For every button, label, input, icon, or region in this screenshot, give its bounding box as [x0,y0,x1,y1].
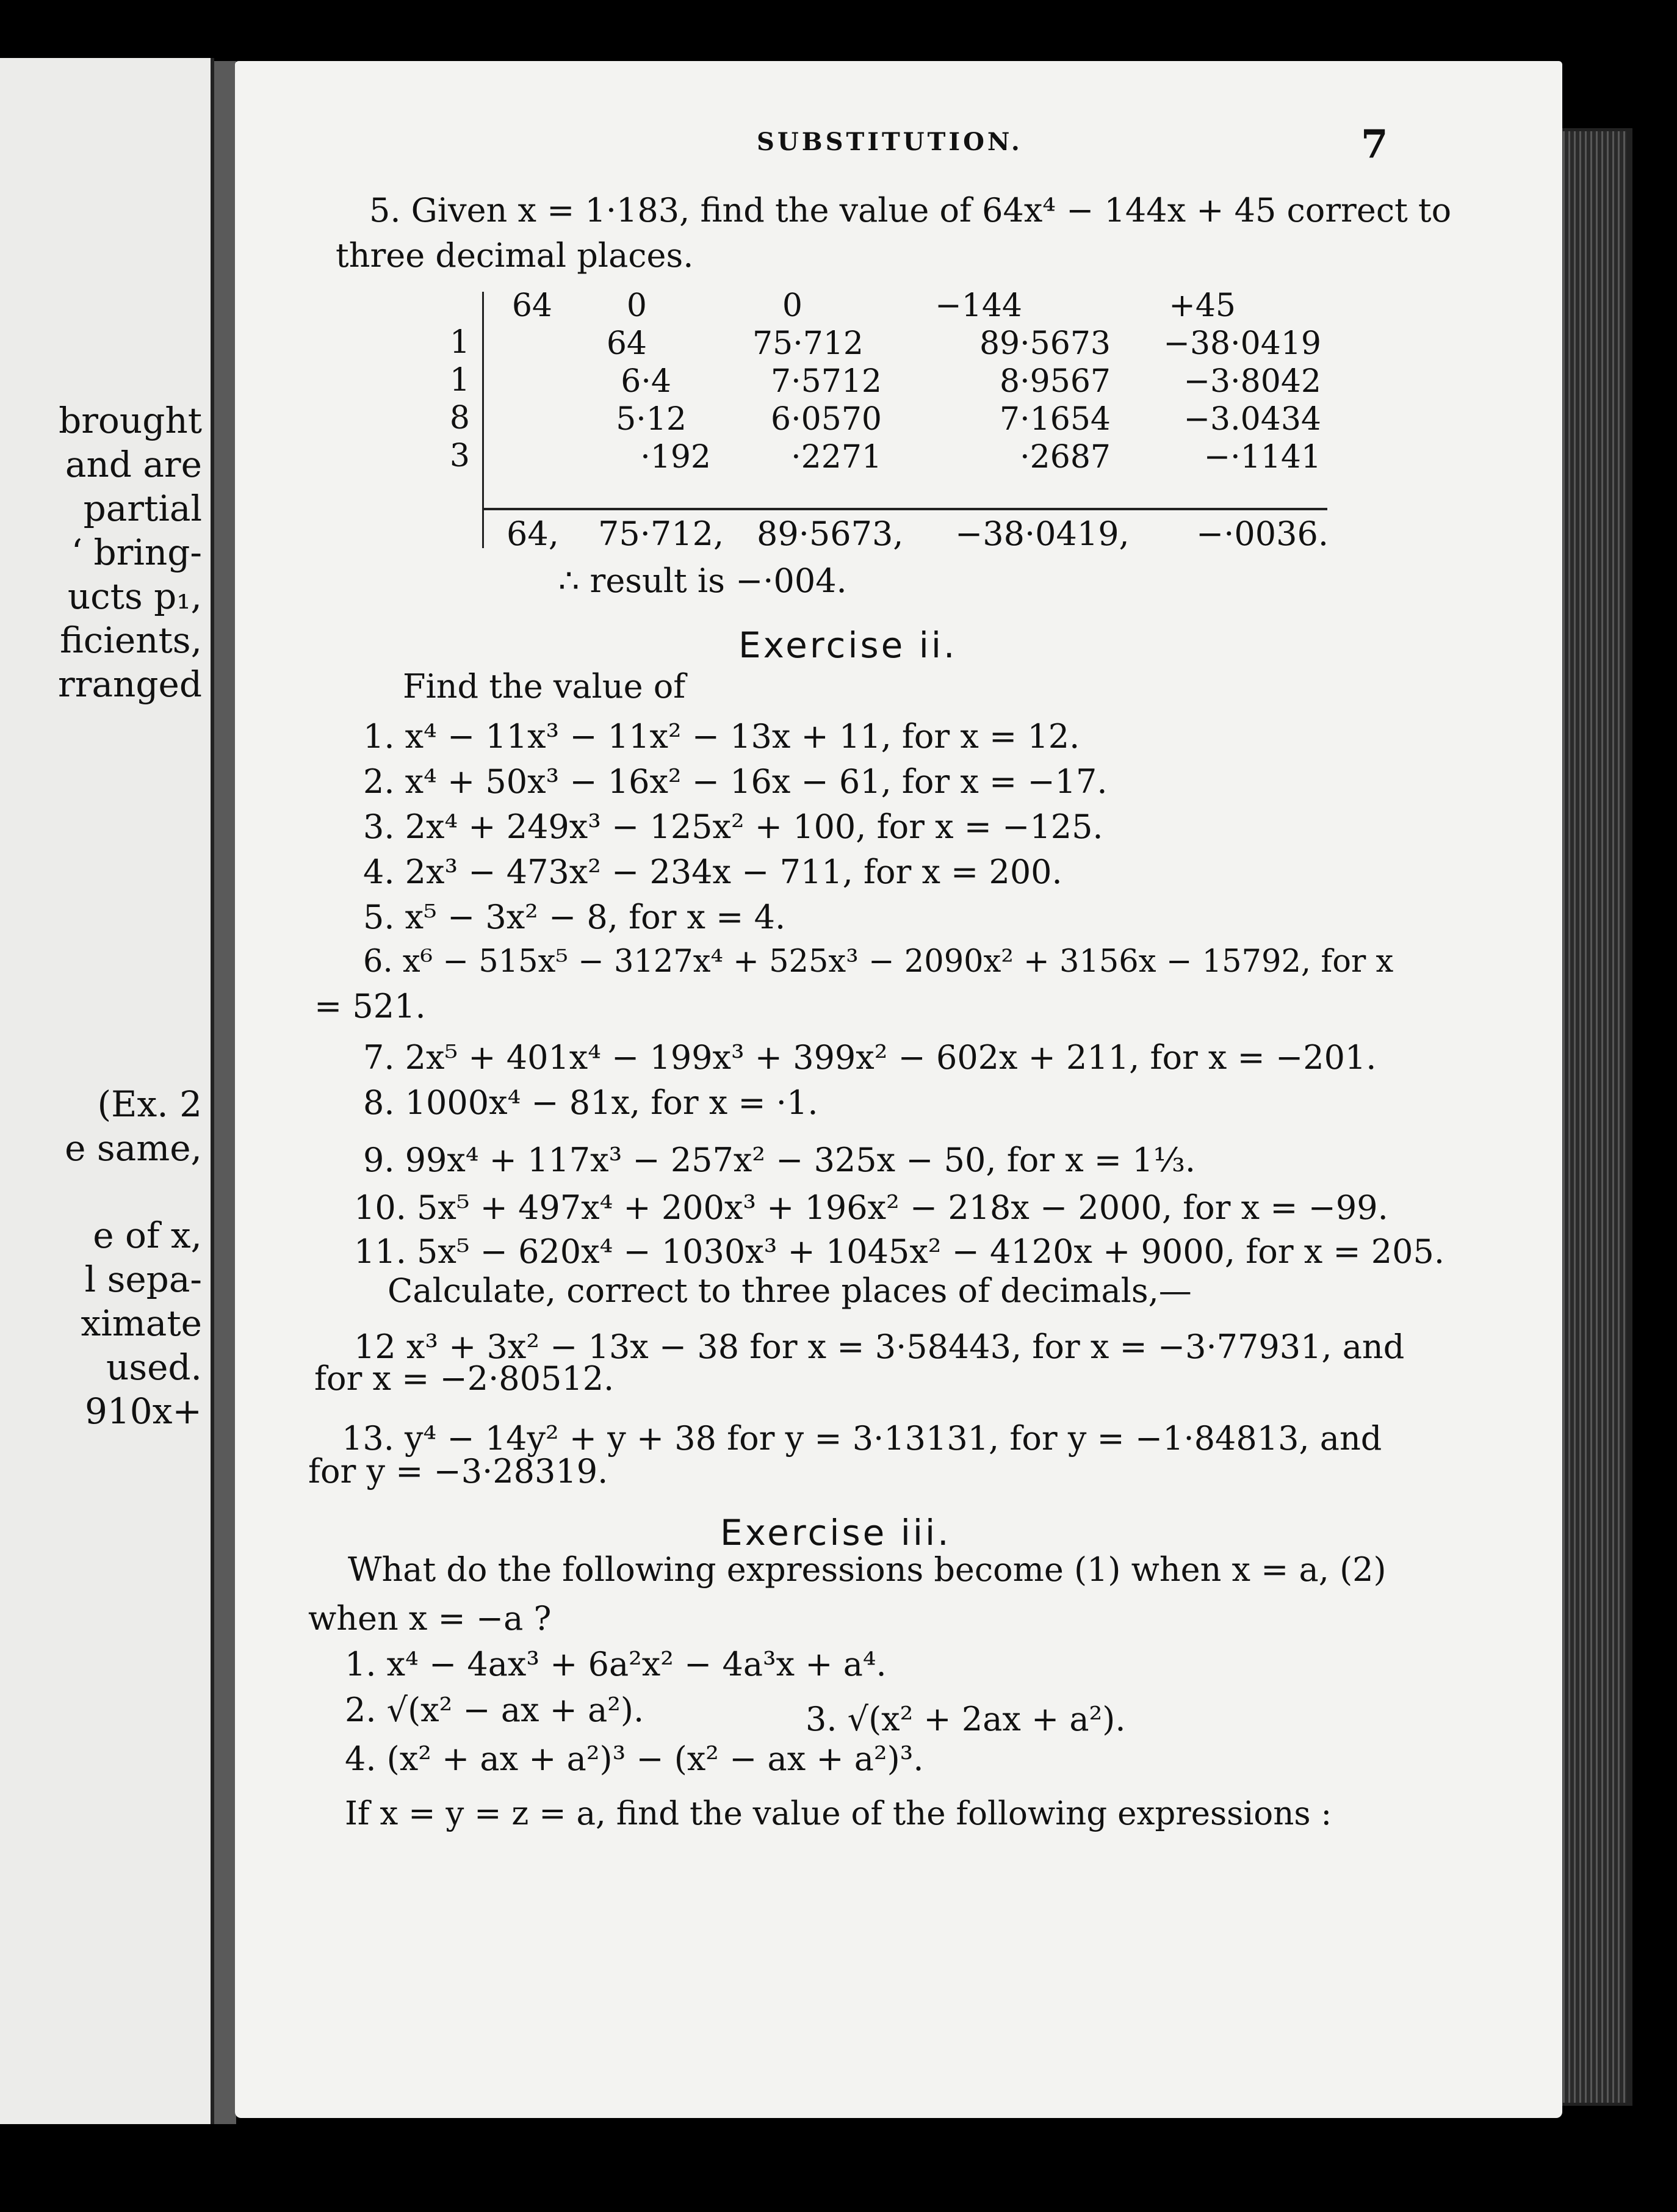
left-page-fragment: brought [59,400,202,441]
left-page-fragment: ‘ bring- [71,532,202,573]
table-cell: 7·1654 [1000,401,1111,438]
exercise-iii-line: If x = y = z = a, find the value of the following expressions : [345,1795,1332,1832]
exercise-iii-line: What do the following expressions become (1) when x = a, (2) [348,1550,1387,1589]
page-number: 7 [1361,121,1388,167]
exercise-ii-line: 13. y⁴ − 14y² + y + 38 for y = 3·13131, for y = −1·84813, and [342,1419,1382,1458]
exercise-ii-line: 8. 1000x⁴ − 81x, for x = ·1. [363,1083,818,1122]
exercise-iii-line: 1. x⁴ − 4ax³ + 6a²x² − 4a³x + a⁴. [345,1645,887,1683]
exercise-ii-line: Calculate, correct to three places of decimals,— [388,1271,1192,1310]
page-edge-lines [1559,131,1626,2103]
exercise-ii-line: 4. 2x³ − 473x² − 234x − 711, for x = 200. [363,853,1062,891]
table-cell: 6·0570 [771,401,882,438]
table-cell: −·1141 [1203,439,1321,475]
table-total: −·0036. [1196,515,1329,553]
left-page-fragment: and are [65,444,202,485]
exercise-iii-title: Exercise iii. [720,1512,951,1553]
exercise-ii-line: 3. 2x⁴ + 249x³ − 125x² + 100, for x = −125. [363,808,1103,846]
table-cell: 5·12 [616,401,687,438]
running-title: SUBSTITUTION. [757,128,1023,156]
book-gutter [214,61,236,2124]
exercise-ii-line: 6. x⁶ − 515x⁵ − 3127x⁴ + 525x³ − 2090x² + 3156x − 15792, for x [363,944,1394,980]
exercise-ii-title: Exercise ii. [738,624,958,666]
table-cell: 0 [626,287,647,324]
left-page-fragment: used. [106,1346,202,1388]
exercise-ii-line: 9. 99x⁴ + 117x³ − 257x² − 325x − 50, for x = 1⅓. [363,1141,1196,1179]
left-page-fragment: rranged [58,663,202,705]
exercise-iii-line: 3. √(x² + 2ax + a²). [806,1700,1126,1738]
left-page-fragment: ucts p₁, [67,576,202,617]
problem-5-line: three decimal places. [336,236,694,275]
table-total: 89·5673, [757,515,904,553]
row-label: 8 [449,400,470,436]
exercise-ii-line: 11. 5x⁵ − 620x⁴ − 1030x³ + 1045x² − 4120x + 9000, for x = 205. [354,1232,1444,1271]
left-page-fragment: ximate [81,1303,202,1344]
table-result: ∴ result is −·004. [558,562,847,600]
exercise-ii-line: = 521. [314,987,426,1025]
table-cell: 89·5673 [979,325,1111,362]
exercise-ii-line: 1. x⁴ − 11x³ − 11x² − 13x + 11, for x = 12. [363,717,1080,756]
exercise-iii-line: when x = −a ? [308,1599,552,1638]
table-cell: ·2271 [791,439,882,475]
exercise-ii-line: 7. 2x⁵ + 401x⁴ − 199x³ + 399x² − 602x + 211, for x = −201. [363,1038,1377,1077]
left-page-fragment: partial [83,488,202,529]
exercise-ii-line: for x = −2·80512. [314,1359,615,1398]
table-cell: +45 [1169,287,1236,324]
exercise-iii-line: 2. √(x² − ax + a²). [345,1691,644,1729]
table-cell: ·192 [640,439,711,475]
exercise-ii-line: 2. x⁴ + 50x³ − 16x² − 16x − 61, for x = −17. [363,762,1108,801]
table-cell: 64 [606,325,647,362]
table-cell: ·2687 [1020,439,1111,475]
left-page-fragment: (Ex. 2 [97,1083,202,1125]
exercise-ii-line: 5. x⁵ − 3x² − 8, for x = 4. [363,898,786,936]
table-cell: 0 [782,287,802,324]
left-page-fragment: e of x, [93,1215,202,1256]
exercise-ii-line: 12 x³ + 3x² − 13x − 38 for x = 3·58443, for x = −3·77931, and [354,1328,1405,1366]
exercise-ii-line: 10. 5x⁵ + 497x⁴ + 200x³ + 196x² − 218x − 2000, for x = −99. [354,1188,1388,1227]
row-label: 3 [449,438,470,474]
row-label: 1 [449,324,470,361]
table-cell: 7·5712 [771,363,882,400]
left-page [0,58,214,2124]
table-cell: 6·4 [621,363,671,400]
exercise-ii-intro: Find the value of [403,667,686,706]
left-page-fragment: l sepa- [84,1259,202,1300]
table-total: 64, [507,515,559,553]
table-total: 75·712, [598,515,724,553]
table-cell: −3.0434 [1183,401,1321,438]
table-cell: −144 [935,287,1022,324]
exercise-iii-line: 4. (x² + ax + a²)³ − (x² − ax + a²)³. [345,1740,924,1778]
table-cell: 64 [511,287,552,324]
table-total-rule [482,508,1327,510]
table-total: −38·0419, [955,515,1130,553]
problem-5-line: 5. Given x = 1·183, find the value of 64x⁴ − 144x + 45 correct to [369,191,1452,230]
left-page-fragment: e same, [65,1127,202,1169]
exercise-ii-line: for y = −3·28319. [308,1452,608,1491]
left-page-fragment: ficients, [60,620,202,661]
table-cell: −38·0419 [1163,325,1321,362]
row-label: 1 [449,362,470,399]
table-cell: 75·712 [752,325,864,362]
table-cell: 8·9567 [1000,363,1111,400]
table-cell: −3·8042 [1183,363,1321,400]
left-page-fragment: 910x+ [84,1390,202,1432]
